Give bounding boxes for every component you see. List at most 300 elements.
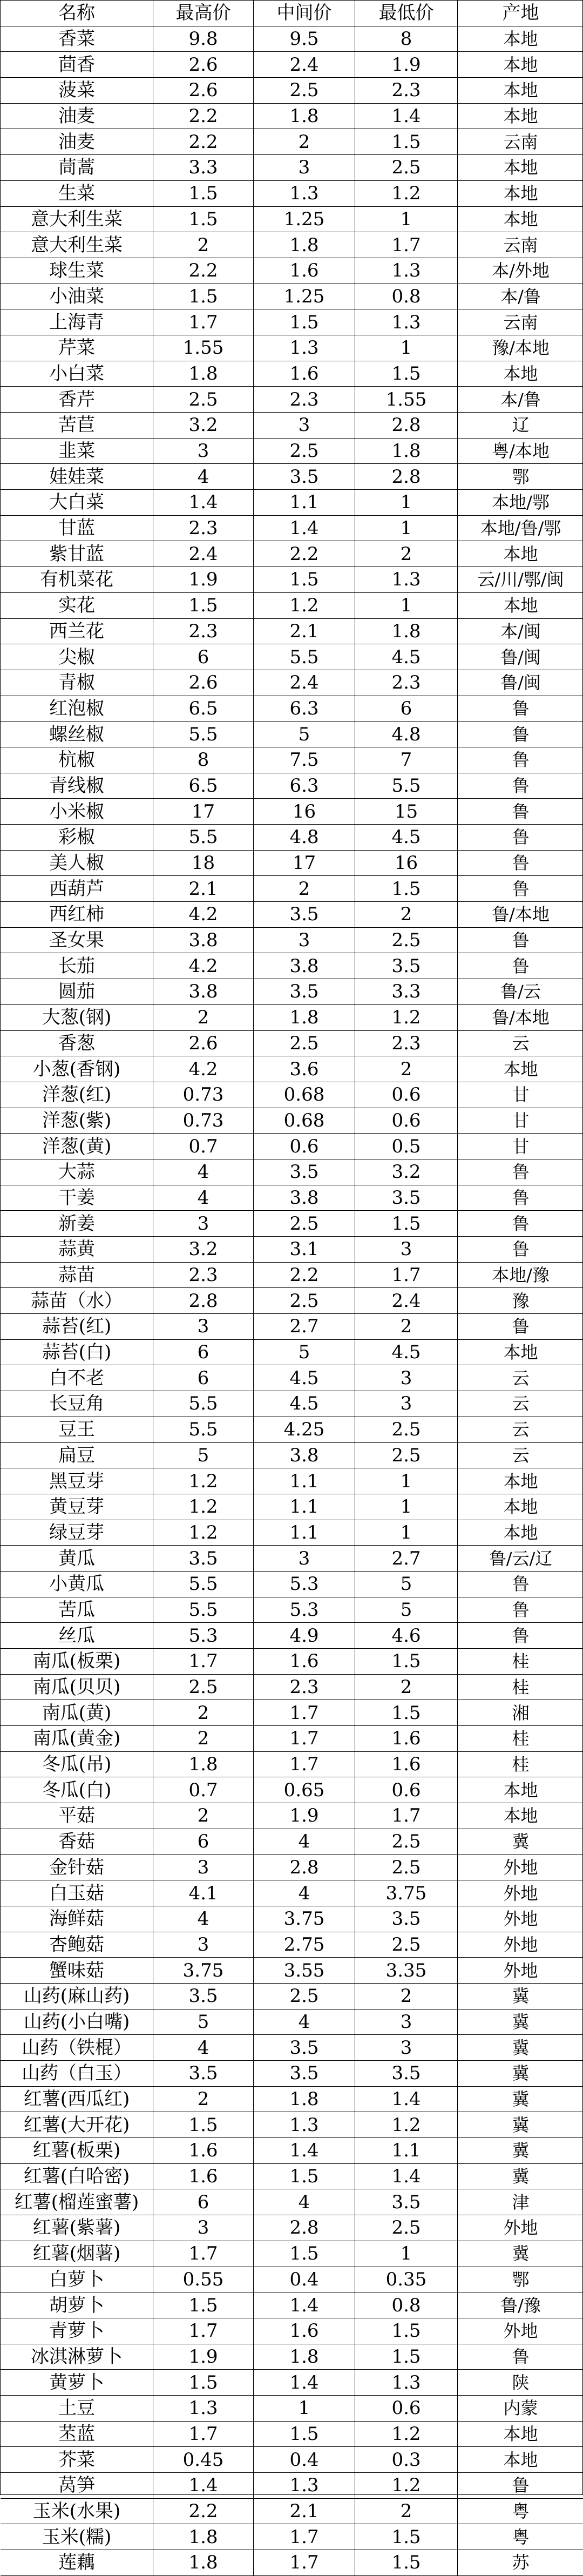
column-header-origin: 产地	[458, 1, 583, 26]
table-cell-highest-price: 1.4	[153, 2473, 254, 2499]
table-cell-origin: 本地	[458, 1494, 583, 1520]
table-cell-origin: 粤/本地	[458, 439, 583, 464]
table-cell-lowest-price: 1.5	[355, 2318, 458, 2344]
table-cell-origin: 本地	[458, 78, 583, 104]
table-cell-middle-price: 4	[254, 1829, 355, 1855]
table-cell-lowest-price: 1	[355, 1468, 458, 1494]
table-cell-highest-price: 5.5	[153, 721, 254, 747]
table-cell-lowest-price: 0.6	[355, 1108, 458, 1134]
table-cell-lowest-price: 1	[355, 335, 458, 361]
table-cell-lowest-price: 7	[355, 747, 458, 773]
table-cell-origin: 甘	[458, 1134, 583, 1159]
table-cell-lowest-price: 1.6	[355, 1726, 458, 1752]
table-cell-middle-price: 2	[254, 129, 355, 155]
table-cell-origin: 鲁/云	[458, 979, 583, 1005]
table-cell-highest-price: 5.5	[153, 1597, 254, 1623]
table-cell-lowest-price: 3.5	[355, 1185, 458, 1211]
table-cell-highest-price: 1.8	[153, 361, 254, 387]
table-cell-lowest-price: 2	[355, 1314, 458, 1340]
table-cell-middle-price: 2.5	[254, 1984, 355, 2009]
table-cell-middle-price: 2.7	[254, 1314, 355, 1340]
table-cell-lowest-price: 2.7	[355, 1546, 458, 1572]
table-cell-highest-price: 1.5	[153, 2112, 254, 2138]
table-cell-highest-price: 5.5	[153, 825, 254, 851]
table-cell-highest-price: 5.3	[153, 1623, 254, 1649]
table-cell-name: 意大利生菜	[1, 232, 153, 258]
table-cell-name: 球生菜	[1, 258, 153, 284]
table-cell-lowest-price: 2.5	[355, 1829, 458, 1855]
table-cell-lowest-price: 2.3	[355, 1031, 458, 1057]
table-cell-origin: 鲁	[458, 799, 583, 825]
table-cell-highest-price: 4.2	[153, 902, 254, 928]
table-cell-origin: 鲁/豫	[458, 2292, 583, 2318]
table-cell-highest-price: 4.2	[153, 1056, 254, 1082]
table-cell-middle-price: 5.3	[254, 1597, 355, 1623]
table-cell-highest-price: 0.45	[153, 2447, 254, 2473]
table-cell-middle-price: 1.8	[254, 1005, 355, 1031]
table-cell-lowest-price: 3.5	[355, 953, 458, 979]
table-cell-name: 小米椒	[1, 799, 153, 825]
table-cell-lowest-price: 1.55	[355, 387, 458, 413]
table-cell-name: 南瓜(黄金)	[1, 1726, 153, 1752]
table-cell-lowest-price: 0.3	[355, 2447, 458, 2473]
table-cell-name: 红薯(大开花)	[1, 2112, 153, 2138]
table-cell-name: 有机菜花	[1, 567, 153, 593]
table-cell-middle-price: 3.5	[254, 464, 355, 490]
table-cell-highest-price: 1.5	[153, 2370, 254, 2396]
table-cell-origin: 鄂	[458, 2267, 583, 2293]
table-cell-highest-price: 18	[153, 851, 254, 876]
table-cell-name: 白萝卜	[1, 2267, 153, 2293]
table-cell-origin: 鲁	[458, 696, 583, 722]
table-cell-origin: 本地	[458, 26, 583, 52]
table-cell-highest-price: 2.4	[153, 541, 254, 567]
table-cell-name: 冬瓜(吊)	[1, 1752, 153, 1778]
table-cell-name: 青线椒	[1, 773, 153, 799]
column-header-lowest-price: 最低价	[355, 1, 458, 26]
table-cell-origin: 鲁	[458, 1159, 583, 1185]
column-header-middle-price: 中间价	[254, 1, 355, 26]
table-cell-middle-price: 5	[254, 721, 355, 747]
table-cell-origin: 云	[458, 1031, 583, 1057]
table-cell-highest-price: 6	[153, 1829, 254, 1855]
table-cell-middle-price: 1.7	[254, 1752, 355, 1778]
table-cell-name: 甘蓝	[1, 516, 153, 542]
table-cell-name: 茴香	[1, 52, 153, 78]
table-cell-highest-price: 5	[153, 2009, 254, 2035]
table-cell-name: 红泡椒	[1, 696, 153, 722]
table-cell-middle-price: 3	[254, 155, 355, 181]
table-cell-origin: 鲁/本地	[458, 1005, 583, 1031]
table-cell-middle-price: 16	[254, 799, 355, 825]
table-cell-name: 红薯(板栗)	[1, 2138, 153, 2164]
table-cell-origin: 冀	[458, 2112, 583, 2138]
table-cell-name: 生菜	[1, 181, 153, 207]
table-cell-name: 蒜苔(白)	[1, 1340, 153, 1366]
table-cell-middle-price: 1.7	[254, 1726, 355, 1752]
table-cell-middle-price: 2	[254, 876, 355, 902]
table-cell-middle-price: 1.5	[254, 2241, 355, 2267]
table-cell-origin: 桂	[458, 1675, 583, 1701]
table-cell-middle-price: 1.7	[254, 2550, 355, 2576]
table-cell-highest-price: 17	[153, 799, 254, 825]
table-cell-highest-price: 2.6	[153, 670, 254, 696]
table-cell-lowest-price: 3	[355, 2009, 458, 2035]
table-cell-middle-price: 1.3	[254, 335, 355, 361]
table-cell-lowest-price: 1.2	[355, 2422, 458, 2447]
table-cell-name: 大蒜	[1, 1159, 153, 1185]
table-cell-name: 白玉菇	[1, 1880, 153, 1906]
table-cell-middle-price: 9.5	[254, 26, 355, 52]
table-cell-highest-price: 4	[153, 2035, 254, 2061]
table-cell-origin: 鲁	[458, 1185, 583, 1211]
table-cell-highest-price: 6.5	[153, 773, 254, 799]
table-cell-highest-price: 3	[153, 1314, 254, 1340]
table-cell-origin: 本地/鄂	[458, 490, 583, 516]
table-cell-lowest-price: 2.5	[355, 1855, 458, 1881]
table-cell-name: 芥菜	[1, 2447, 153, 2473]
table-cell-middle-price: 3	[254, 1546, 355, 1572]
table-cell-name: 丝瓜	[1, 1623, 153, 1649]
table-cell-origin: 本地	[458, 2422, 583, 2447]
table-cell-middle-price: 2.4	[254, 670, 355, 696]
table-cell-lowest-price: 4.5	[355, 825, 458, 851]
table-cell-middle-price: 2.8	[254, 1855, 355, 1881]
table-cell-origin: 鲁/闽	[458, 670, 583, 696]
table-cell-middle-price: 1	[254, 2396, 355, 2422]
table-cell-middle-price: 4.9	[254, 1623, 355, 1649]
table-cell-origin: 鲁	[458, 851, 583, 876]
table-cell-origin: 苏	[458, 2550, 583, 2576]
table-cell-middle-price: 2.5	[254, 1211, 355, 1237]
table-cell-middle-price: 1.6	[254, 258, 355, 284]
table-cell-middle-price: 1.4	[254, 2292, 355, 2318]
table-cell-origin: 冀	[458, 2061, 583, 2087]
table-cell-middle-price: 6.3	[254, 773, 355, 799]
table-cell-middle-price: 1.5	[254, 309, 355, 335]
table-cell-highest-price: 1.7	[153, 309, 254, 335]
table-cell-origin: 湘	[458, 1700, 583, 1726]
table-cell-name: 玉米(水果)	[1, 2499, 153, 2525]
table-cell-origin: 外地	[458, 1958, 583, 1984]
table-cell-highest-price: 2	[153, 2087, 254, 2113]
table-cell-highest-price: 4.2	[153, 953, 254, 979]
table-cell-lowest-price: 8	[355, 26, 458, 52]
table-cell-lowest-price: 3.2	[355, 1159, 458, 1185]
table-cell-lowest-price: 3.5	[355, 2189, 458, 2215]
table-cell-name: 冬瓜(白)	[1, 1777, 153, 1803]
table-cell-highest-price: 6	[153, 2189, 254, 2215]
table-cell-highest-price: 1.8	[153, 2550, 254, 2576]
table-cell-middle-price: 1.6	[254, 1649, 355, 1675]
table-cell-origin: 本/外地	[458, 258, 583, 284]
table-cell-highest-price: 2.2	[153, 104, 254, 130]
table-cell-highest-price: 3.8	[153, 979, 254, 1005]
table-cell-middle-price: 2.75	[254, 1932, 355, 1958]
table-cell-origin: 云	[458, 1365, 583, 1391]
table-cell-name: 菠菜	[1, 78, 153, 104]
table-cell-highest-price: 6	[153, 644, 254, 670]
table-cell-middle-price: 2.2	[254, 1263, 355, 1289]
table-cell-name: 螺丝椒	[1, 721, 153, 747]
table-cell-middle-price: 3.8	[254, 1443, 355, 1469]
table-cell-highest-price: 1.9	[153, 567, 254, 593]
table-cell-name: 茼蒿	[1, 155, 153, 181]
table-cell-lowest-price: 1	[355, 2241, 458, 2267]
table-cell-name: 意大利生菜	[1, 207, 153, 233]
table-cell-lowest-price: 1.3	[355, 2370, 458, 2396]
table-cell-middle-price: 5.3	[254, 1572, 355, 1597]
table-cell-lowest-price: 3	[355, 1237, 458, 1263]
table-cell-name: 山药（铁棍）	[1, 2035, 153, 2061]
table-cell-middle-price: 4.8	[254, 825, 355, 851]
table-cell-lowest-price: 2	[355, 541, 458, 567]
table-cell-name: 红薯(烟薯)	[1, 2241, 153, 2267]
table-cell-name: 绿豆芽	[1, 1520, 153, 1546]
table-cell-name: 小黄瓜	[1, 1572, 153, 1597]
column-header-highest-price: 最高价	[153, 1, 254, 26]
table-cell-middle-price: 1.4	[254, 516, 355, 542]
table-cell-origin: 冀	[458, 2241, 583, 2267]
table-cell-name: 青萝卜	[1, 2318, 153, 2344]
table-cell-middle-price: 4.25	[254, 1417, 355, 1443]
table-cell-lowest-price: 3.3	[355, 979, 458, 1005]
table-cell-middle-price: 3.5	[254, 979, 355, 1005]
table-cell-origin: 云/川/鄂/闽	[458, 567, 583, 593]
table-cell-name: 红薯(榴莲蜜薯)	[1, 2189, 153, 2215]
table-cell-lowest-price: 1.7	[355, 1803, 458, 1829]
table-cell-middle-price: 1.2	[254, 593, 355, 619]
table-cell-name: 油麦	[1, 104, 153, 130]
table-cell-middle-price: 3.1	[254, 1237, 355, 1263]
table-cell-lowest-price: 1.9	[355, 52, 458, 78]
table-cell-highest-price: 2.5	[153, 1675, 254, 1701]
table-cell-origin: 鲁	[458, 928, 583, 954]
table-cell-origin: 鲁/云/辽	[458, 1546, 583, 1572]
table-cell-lowest-price: 1.1	[355, 2138, 458, 2164]
table-cell-middle-price: 1.9	[254, 1803, 355, 1829]
table-cell-name: 平菇	[1, 1803, 153, 1829]
table-cell-lowest-price: 1	[355, 1520, 458, 1546]
table-cell-middle-price: 2.5	[254, 1031, 355, 1057]
table-cell-highest-price: 4	[153, 1185, 254, 1211]
table-cell-origin: 冀	[458, 1984, 583, 2009]
table-cell-origin: 内蒙	[458, 2396, 583, 2422]
table-cell-name: 尖椒	[1, 644, 153, 670]
table-cell-lowest-price: 3	[355, 1391, 458, 1417]
table-cell-name: 蒜苗	[1, 1263, 153, 1289]
table-cell-highest-price: 4	[153, 1159, 254, 1185]
table-cell-lowest-price: 1.3	[355, 567, 458, 593]
table-cell-lowest-price: 1.2	[355, 181, 458, 207]
table-cell-highest-price: 3	[153, 1855, 254, 1881]
table-cell-lowest-price: 4.8	[355, 721, 458, 747]
table-cell-middle-price: 1.6	[254, 361, 355, 387]
table-cell-middle-price: 3.8	[254, 953, 355, 979]
table-cell-origin: 津	[458, 2189, 583, 2215]
table-cell-lowest-price: 1.5	[355, 1211, 458, 1237]
table-cell-highest-price: 2.2	[153, 2499, 254, 2525]
table-cell-origin: 本地	[458, 1777, 583, 1803]
table-cell-middle-price: 2.5	[254, 439, 355, 464]
table-cell-lowest-price: 2	[355, 1984, 458, 2009]
table-cell-lowest-price: 3.75	[355, 1880, 458, 1906]
table-cell-lowest-price: 1.5	[355, 1649, 458, 1675]
table-cell-middle-price: 0.4	[254, 2447, 355, 2473]
table-cell-lowest-price: 2.5	[355, 2215, 458, 2241]
table-cell-origin: 本地	[458, 1340, 583, 1366]
table-cell-lowest-price: 2.8	[355, 464, 458, 490]
table-cell-origin: 本地	[458, 1520, 583, 1546]
table-cell-lowest-price: 0.8	[355, 2292, 458, 2318]
table-cell-origin: 鲁	[458, 1314, 583, 1340]
table-cell-lowest-price: 1.5	[355, 2524, 458, 2550]
table-cell-name: 蒜苗（水）	[1, 1288, 153, 1314]
table-cell-lowest-price: 2.3	[355, 78, 458, 104]
table-cell-middle-price: 1.8	[254, 232, 355, 258]
table-cell-name: 新姜	[1, 1211, 153, 1237]
table-cell-origin: 本地	[458, 1803, 583, 1829]
table-cell-name: 香芹	[1, 387, 153, 413]
table-cell-middle-price: 3.8	[254, 1185, 355, 1211]
table-cell-highest-price: 2.6	[153, 1031, 254, 1057]
table-cell-middle-price: 1.7	[254, 2524, 355, 2550]
table-cell-name: 红薯(白哈密)	[1, 2164, 153, 2190]
table-cell-highest-price: 3	[153, 1932, 254, 1958]
table-cell-name: 黄豆芽	[1, 1494, 153, 1520]
table-cell-middle-price: 1.1	[254, 490, 355, 516]
table-cell-lowest-price: 1.5	[355, 129, 458, 155]
table-cell-origin: 粤	[458, 2499, 583, 2525]
table-cell-middle-price: 3.6	[254, 1056, 355, 1082]
table-cell-middle-price: 0.68	[254, 1108, 355, 1134]
table-cell-highest-price: 1.5	[153, 593, 254, 619]
table-cell-name: 南瓜(板栗)	[1, 1649, 153, 1675]
table-cell-name: 山药（白玉）	[1, 2061, 153, 2087]
table-cell-highest-price: 2	[153, 232, 254, 258]
table-cell-origin: 鲁	[458, 2344, 583, 2370]
table-cell-middle-price: 1.7	[254, 1700, 355, 1726]
table-cell-highest-price: 4	[153, 1906, 254, 1932]
table-cell-name: 冰淇淋萝卜	[1, 2344, 153, 2370]
table-cell-lowest-price: 0.6	[355, 2396, 458, 2422]
table-cell-lowest-price: 2	[355, 902, 458, 928]
table-cell-origin: 本地/鲁/鄂	[458, 516, 583, 542]
table-cell-lowest-price: 3.35	[355, 1958, 458, 1984]
table-cell-name: 圣女果	[1, 928, 153, 954]
table-cell-highest-price: 1.4	[153, 490, 254, 516]
table-cell-name: 长豆角	[1, 1391, 153, 1417]
table-cell-highest-price: 3	[153, 1211, 254, 1237]
table-cell-lowest-price: 4.5	[355, 1340, 458, 1366]
table-cell-middle-price: 4	[254, 2009, 355, 2035]
table-cell-origin: 鲁	[458, 747, 583, 773]
table-cell-middle-price: 17	[254, 851, 355, 876]
table-cell-name: 洋葱(紫)	[1, 1108, 153, 1134]
table-cell-highest-price: 1.5	[153, 207, 254, 233]
table-cell-middle-price: 3.55	[254, 1958, 355, 1984]
table-cell-middle-price: 1.8	[254, 104, 355, 130]
table-cell-highest-price: 2.8	[153, 1288, 254, 1314]
table-cell-name: 苦瓜	[1, 1597, 153, 1623]
table-cell-highest-price: 3.5	[153, 1546, 254, 1572]
table-cell-origin: 云	[458, 1391, 583, 1417]
table-cell-name: 青椒	[1, 670, 153, 696]
table-cell-middle-price: 4	[254, 1880, 355, 1906]
table-cell-origin: 辽	[458, 413, 583, 439]
table-cell-origin: 云	[458, 1417, 583, 1443]
table-cell-lowest-price: 1.7	[355, 232, 458, 258]
table-cell-highest-price: 1.6	[153, 2138, 254, 2164]
table-cell-lowest-price: 2.8	[355, 413, 458, 439]
table-cell-name: 蒜苔(红)	[1, 1314, 153, 1340]
table-cell-lowest-price: 1.4	[355, 2087, 458, 2113]
table-cell-highest-price: 0.73	[153, 1082, 254, 1108]
table-cell-name: 娃娃菜	[1, 464, 153, 490]
table-cell-highest-price: 1.5	[153, 2292, 254, 2318]
table-cell-highest-price: 0.7	[153, 1134, 254, 1159]
table-cell-origin: 本地	[458, 181, 583, 207]
table-cell-highest-price: 1.7	[153, 2318, 254, 2344]
table-cell-origin: 本地	[458, 361, 583, 387]
table-cell-origin: 本地	[458, 541, 583, 567]
table-cell-highest-price: 8	[153, 747, 254, 773]
table-cell-highest-price: 3.2	[153, 1237, 254, 1263]
table-cell-highest-price: 2	[153, 1803, 254, 1829]
table-cell-lowest-price: 1.6	[355, 1752, 458, 1778]
table-cell-name: 白不老	[1, 1365, 153, 1391]
table-cell-highest-price: 1.7	[153, 2241, 254, 2267]
table-cell-origin: 外地	[458, 2318, 583, 2344]
table-cell-origin: 外地	[458, 1855, 583, 1881]
table-cell-lowest-price: 1.3	[355, 309, 458, 335]
table-cell-lowest-price: 1.5	[355, 361, 458, 387]
table-cell-lowest-price: 1.5	[355, 876, 458, 902]
table-cell-origin: 本地	[458, 1468, 583, 1494]
table-cell-name: 南瓜(贝贝)	[1, 1675, 153, 1701]
table-cell-highest-price: 4	[153, 464, 254, 490]
table-cell-middle-price: 1.3	[254, 2112, 355, 2138]
table-cell-lowest-price: 2.5	[355, 155, 458, 181]
table-cell-lowest-price: 1.2	[355, 2473, 458, 2499]
table-cell-origin: 鲁	[458, 721, 583, 747]
table-cell-highest-price: 3.3	[153, 155, 254, 181]
table-cell-origin: 桂	[458, 1752, 583, 1778]
table-cell-highest-price: 1.2	[153, 1520, 254, 1546]
table-cell-middle-price: 2.3	[254, 1675, 355, 1701]
table-cell-middle-price: 1.5	[254, 2422, 355, 2447]
table-cell-highest-price: 2.3	[153, 516, 254, 542]
table-cell-name: 大白菜	[1, 490, 153, 516]
table-cell-highest-price: 2	[153, 1005, 254, 1031]
table-cell-lowest-price: 1.5	[355, 2344, 458, 2370]
table-cell-name: 苤蓝	[1, 2422, 153, 2447]
table-cell-highest-price: 1.8	[153, 1752, 254, 1778]
table-cell-middle-price: 0.6	[254, 1134, 355, 1159]
table-cell-highest-price: 1.7	[153, 2422, 254, 2447]
table-cell-name: 蒜黄	[1, 1237, 153, 1263]
table-cell-lowest-price: 1.5	[355, 1700, 458, 1726]
table-cell-name: 南瓜(黄)	[1, 1700, 153, 1726]
table-cell-middle-price: 4.5	[254, 1391, 355, 1417]
table-cell-origin: 鲁	[458, 825, 583, 851]
table-cell-origin: 鲁	[458, 1237, 583, 1263]
table-cell-middle-price: 3.5	[254, 2035, 355, 2061]
table-cell-lowest-price: 15	[355, 799, 458, 825]
table-cell-lowest-price: 0.5	[355, 1134, 458, 1159]
table-cell-name: 杭椒	[1, 747, 153, 773]
table-cell-name: 红薯(紫薯)	[1, 2215, 153, 2241]
